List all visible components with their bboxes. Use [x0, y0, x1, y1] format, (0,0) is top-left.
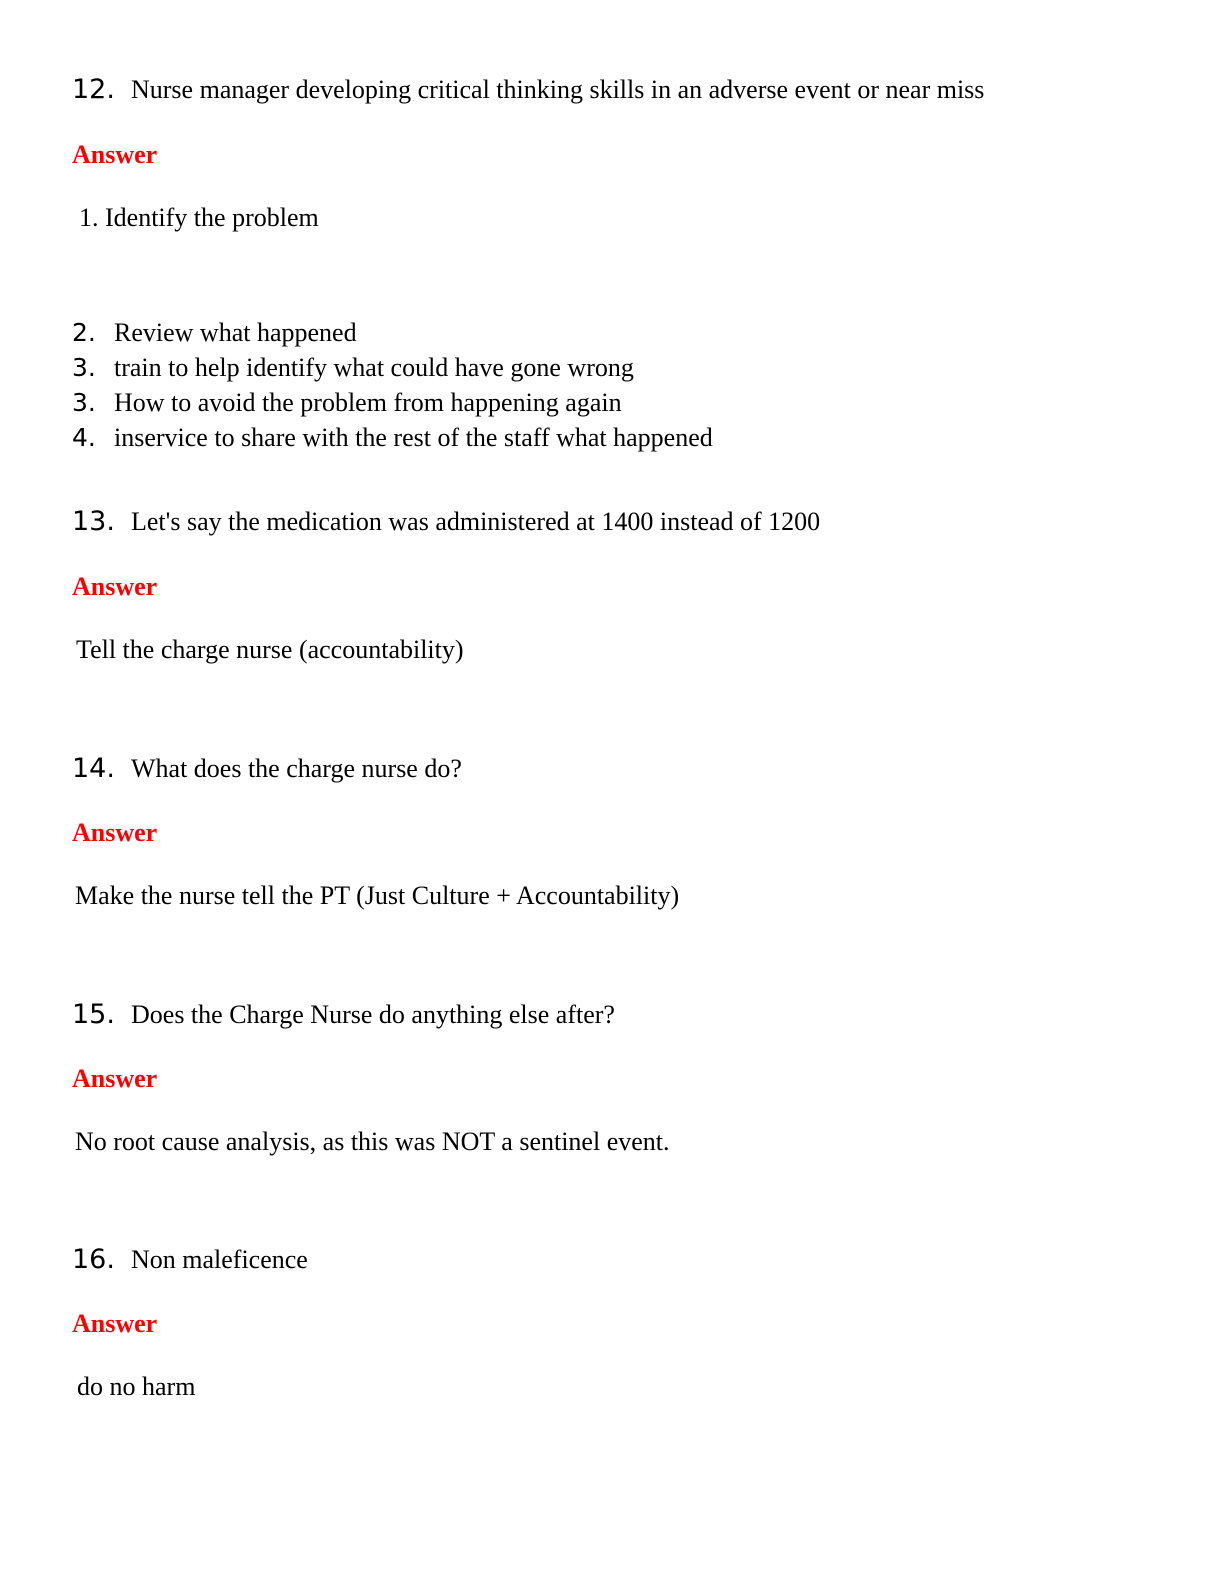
question-16: [72, 1244, 308, 1275]
step-text: inservice to share with the rest of the staff what happened: [114, 423, 713, 452]
answer-label: Answer: [72, 1064, 158, 1093]
answer-text: Tell the charge nurse (accountability): [76, 635, 464, 664]
step-text: How to avoid the problem from happening again: [114, 388, 622, 417]
question-text: Does the Charge Nurse do anything else after?: [131, 1000, 615, 1029]
answer-label: Answer: [72, 818, 158, 847]
step-number: 4.: [72, 423, 96, 452]
step-number: 3.: [72, 388, 96, 417]
question-number: 15.: [72, 999, 115, 1030]
question-text: Let's say the medication was administered at 1400 instead of 1200: [131, 507, 821, 536]
answer-step: [72, 388, 622, 418]
answer-label: Answer: [72, 140, 158, 169]
answer-text: No root cause analysis, as this was NOT a sentinel event.: [75, 1127, 670, 1156]
answer-step: [72, 423, 713, 453]
answer-label: Answer: [72, 1309, 158, 1338]
question-14: [72, 753, 462, 784]
answer-text: 1. Identify the problem: [79, 203, 319, 232]
step-number: 2.: [72, 318, 96, 347]
step-number: 3.: [72, 353, 96, 382]
question-15: [72, 999, 615, 1030]
answer-text: Make the nurse tell the PT (Just Culture + Accountability): [75, 881, 680, 910]
step-text: train to help identify what could have gone wrong: [114, 353, 634, 382]
answer-step: [72, 318, 357, 348]
question-number: 14.: [72, 753, 115, 784]
question-text: Nurse manager developing critical thinking skills in an adverse event or near miss: [131, 75, 985, 104]
question-12: [72, 74, 984, 105]
question-text: Non maleficence: [131, 1245, 308, 1274]
question-number: 16.: [72, 1244, 115, 1275]
step-text: Review what happened: [114, 318, 357, 347]
question-text: What does the charge nurse do?: [131, 754, 462, 783]
answer-step: [72, 353, 634, 383]
question-number: 13.: [72, 506, 115, 537]
question-13: [72, 506, 820, 537]
question-number: 12.: [72, 74, 115, 105]
answer-text: do no harm: [77, 1372, 196, 1401]
answer-label: Answer: [72, 572, 158, 601]
